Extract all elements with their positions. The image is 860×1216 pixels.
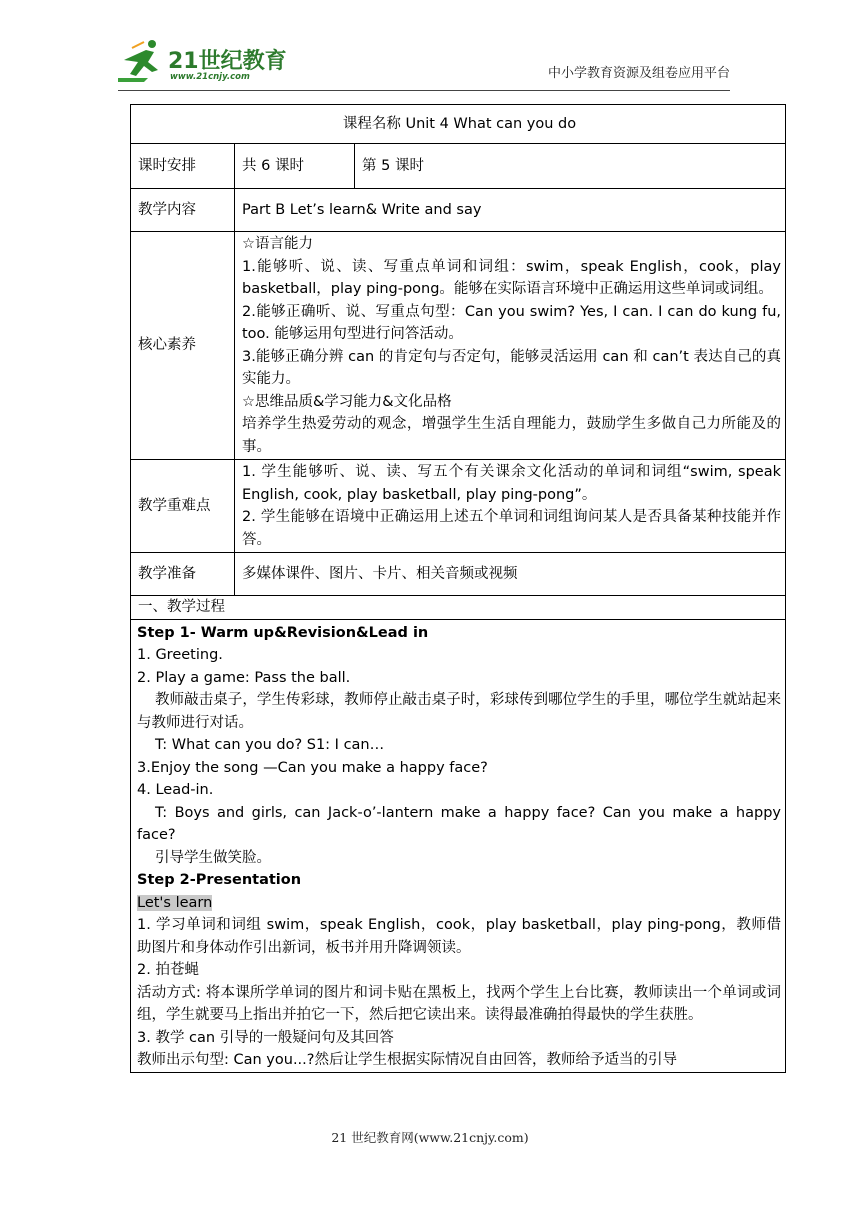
lets-learn-heading: Let's learn (137, 894, 213, 911)
process-line: 4. Lead-in. (137, 782, 214, 798)
core-line: 2.能够正确听、说、写重点句型：Can you swim? Yes, I can. I can do kung fu, too. 能够运用句型进行问答活动。 (242, 303, 781, 342)
process-line: 教师出示句型: Can you...?然后让学生根据实际情况自由回答，教师给予适当的引导 (137, 1052, 677, 1068)
lesson-plan-table (130, 104, 786, 1073)
schedule-total: 共 6 课时 (235, 144, 355, 189)
key-line: 1. 学生能够听、说、读、写五个有关课余文化活动的单词和词组“swim, speak English, cook, play basketball, play ping-pong”。 (242, 464, 781, 503)
process-line: 1. Greeting. (137, 647, 223, 663)
process-line: 2. Play a game: Pass the ball. (137, 669, 351, 686)
process-line: T: What can you do? S1: I can… (155, 737, 385, 753)
runner-logo-icon (118, 38, 170, 84)
process-line: 1. 学习单词和词组 swim，speak English，cook，play basketball，play ping-pong，教师借助图片和身体动作引出新词，板书并用升降调领读。 (137, 917, 781, 956)
prep-value: 多媒体课件、图片、卡片、相关音频或视频 (235, 553, 786, 596)
process-line: 引导学生做笑脸。 (155, 849, 271, 866)
core-line: 3.能够正确分辨 can 的肯定句与否定句，能够灵活运用 can 和 can’t 表达自己的真实能力。 (242, 348, 781, 387)
process-line: T: Boys and girls, can Jack-o’-lantern make a happy face? Can you make a happy face? (137, 804, 781, 843)
schedule-label: 课时安排 (131, 144, 235, 189)
page-footer: 21 世纪教育网(www.21cnjy.com) (331, 1130, 529, 1145)
course-title: 课程名称 Unit 4 What can you do (131, 105, 786, 144)
content-value: Part B Let’s learn& Write and say (235, 189, 786, 232)
content-label: 教学内容 (131, 189, 235, 232)
core-content (235, 232, 786, 460)
schedule-current: 第 5 课时 (355, 144, 786, 189)
core-line: ☆思维品质&学习能力&文化品格 (242, 393, 452, 410)
core-line: 1.能够听、说、读、写重点单词和词组：swim，speak English，cook，play basketball，play ping-pong。能够在实际语言环境中正确运用这些单词或词组。 (242, 258, 781, 297)
core-line: ☆语言能力 (242, 236, 313, 252)
key-label: 教学重难点 (131, 460, 235, 553)
process-line: 3. 教学 can 引导的一般疑问句及其回答 (137, 1029, 394, 1046)
site-logo (118, 38, 288, 84)
logo-text: 21世纪教育 (168, 49, 287, 74)
platform-name: 中小学教育资源及组卷应用平台 (547, 66, 730, 81)
prep-label: 教学准备 (131, 553, 235, 596)
page-header (0, 0, 860, 100)
process-line: 活动方式: 将本课所学单词的图片和词卡贴在黑板上，找两个学生上台比赛，教师读出一个单词或词组，学生就要马上指出并拍它一下，然后把它读出来。读得最准确拍得最快的学生获胜。 (137, 984, 781, 1023)
core-line: 培养学生热爱劳动的观念，增强学生生活自理能力，鼓励学生多做自己力所能及的事。 (242, 416, 781, 455)
process-line: 2. 拍苍蝇 (137, 962, 199, 978)
step-heading: Step 2-Presentation (137, 872, 302, 888)
process-body (131, 619, 786, 1072)
key-content (235, 460, 786, 553)
core-label: 核心素养 (131, 232, 235, 460)
header-divider (118, 90, 730, 91)
step-heading: Step 1- Warm up&Revision&Lead in (137, 624, 429, 641)
logo-url: www.21cnjy.com (170, 72, 250, 82)
process-line: 3.Enjoy the song —Can you make a happy face? (137, 759, 488, 776)
key-line: 2. 学生能够在语境中正确运用上述五个单词和词组询问某人是否具备某种技能并作答。 (242, 509, 781, 548)
process-label: 一、教学过程 (131, 596, 786, 620)
process-line: 教师敲击桌子，学生传彩球，教师停止敲击桌子时，彩球传到哪位学生的手里，哪位学生就站起来与教师进行对话。 (137, 692, 781, 731)
